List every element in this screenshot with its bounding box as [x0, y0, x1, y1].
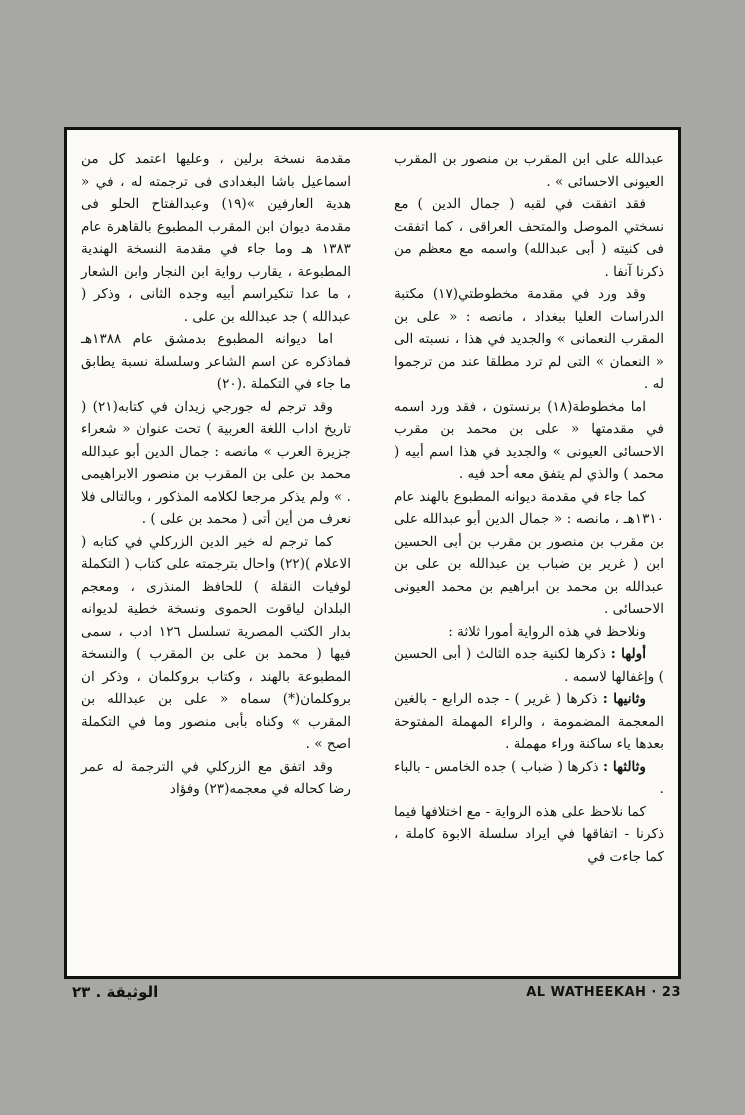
paragraph	[394, 756, 664, 801]
paragraph: وقد ورد في مقدمة مخطوطتي(١٧) مكتبة الدراسات العليا ببغداد ، مانصه : « على بن المقرب النعمانى » والجديد في هذا ، نسبته الى « النعمان » التى لم ترد مطلقا عند من ترجموا له .	[394, 286, 664, 392]
page-footer	[64, 985, 681, 1007]
list-label: وثانيها :	[602, 691, 646, 707]
list-label: وثالثها :	[603, 758, 646, 775]
paragraph: كما ترجم له خير الدين الزركلي في كتابه ( الاعلام )(٢٢) واحال بترجمته على كتاب ( التكملة لوفيات النقلة ) للحافظ المنذرى ، ومعجم البلدان لياقوت الحموى ونسخة خطية لديوانه بدار الكتب المصرية تسلسل ١٢٦ ادب ، سمى فيها ( محمد بن على بن المقرب ) والنسخة المطبوعة بالهند ، وكتاب بروكلمان ، وذكر ان بروكلمان(*) سماه « على بن عبدالله بن المقرب » وكناه بأبى منصور وما في التكملة اصح » .	[81, 533, 351, 752]
paragraph: اما ديوانه المطبوع بدمشق عام ١٣٨٨هـ فماذكره عن اسم الشاعر وسلسلة نسبة يطابق ما جاء في التكملة .(٢٠)	[81, 331, 351, 392]
footer-english-page-number: AL WATHEEKAH · 23	[526, 985, 681, 1000]
paragraph: فقد اتفقت في لقبه ( جمال الدين ) مع نسختي الموصل والمتحف العراقى ، كما اتفقت فى كنيته ( أبى عبدالله) واسمه مع معظم من ذكرنا آنفا .	[394, 196, 664, 280]
list-text: ذكرها لكنية جده الثالث ( أبى الحسين ) وإغفالها لاسمه .	[394, 646, 664, 685]
paragraph: كما نلاحظ على هذه الرواية - مع اختلافها فيما ذكرنا - اتفاقها في ايراد سلسلة الابوة كاملة ، كما جاءت في	[394, 803, 664, 865]
footer-arabic-page-number: الوثيقة . ٢٣	[72, 983, 159, 1001]
paragraph: وقد ترجم له جورجي زيدان في كتابه(٢١) ( تاريخ اداب اللغة العربية ) تحت عنوان « شعراء جزيرة العرب » مانصه : جمال الدين أبو عبدالله محمد بن على بن المقرب بن منصور الابراهيمى . » ولم يذكر مرجعا لكلامه المذكور ، وبالتالى فلا نعرف من أين أتى ( محمد بن على ) .	[81, 398, 351, 527]
paragraph: وقد اتفق مع الزركلي في الترجمة له عمر رضا كحاله في معجمه(٢٣) وفؤاد	[81, 758, 351, 797]
paragraph: اما مخطوطة(١٨) برنستون ، فقد ورد اسمه في مقدمتها « على بن محمد بن مقرب الاحسائى العيونى » والجديد في هذا اسم أبيه ( محمد ) والذي لم يتفق معه أحد فيه .	[394, 398, 664, 482]
list-text: ذكرها ( ضباب ) جده الخامس - بالباء .	[394, 758, 664, 797]
paragraph	[394, 643, 664, 688]
paragraph	[394, 688, 664, 756]
list-text: ذكرها ( غرير ) - جده الرابع - بالغين المعجمة المضمومة ، والراء المهملة المفتوحة بعدها ياء ساكنة وراء مهملة .	[394, 691, 664, 752]
paragraph: عبدالله على ابن المقرب بن منصور بن المقرب العيونى الاحسائى » .	[394, 151, 664, 190]
right-column	[394, 148, 664, 868]
list-label: أولها :	[610, 646, 646, 662]
page-frame	[64, 127, 681, 979]
paragraph: كما جاء في مقدمة ديوانه المطبوع بالهند عام ١٣١٠هـ ، مانصه : « جمال الدين أبو عبدالله على بن مقرب بن منصور بن مقرب بن أبى الحسين ابن ( غرير بن ضباب بن عبدالله بن على بن عبدالله بن محمد بن ابراهيم بن محمد العيونى الاحسائى .	[394, 488, 664, 617]
left-column	[81, 148, 351, 801]
paragraph: ونلاحظ في هذه الرواية أمورا ثلاثة :	[448, 623, 646, 640]
paragraph: مقدمة نسخة برلين ، وعليها اعتمد كل من اسماعيل باشا البغدادى فى ترجمته له ، في « هدية العارفين »(١٩) وعبدالفتاح الحلو فى مقدمة ديوان ابن المقرب المطبوع بالقاهرة عام ١٣٨٣ هـ وما جاء في مقدمة النسخة الهندية المطبوعة ، يقارب رواية ابن النجار وابن الشعار ، ما عدا تنكيراسم أبيه وجده الثانى ، وذكر ( عبدالله ) جد عبدالله بن على .	[81, 151, 351, 325]
